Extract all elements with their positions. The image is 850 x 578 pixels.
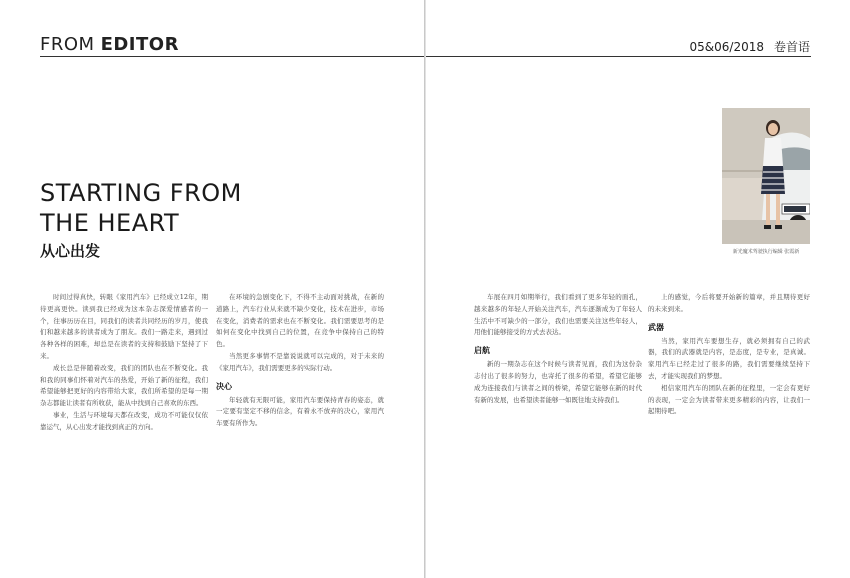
paragraph: 时间过得真快，转眼《家用汽车》已经成立12年，期待更高更快。读到我已经成为这本杂志深爱情感者的一个，往事历历在目，同我们的读者共同经历的岁月，使我们和越来越多的读者成为了朋友。我们一路走来，遇到过各种各样的困难，却总是在读者的支持和鼓励下坚持了下来。	[40, 293, 208, 360]
paragraph: 事业，生活与环境每天都在改变，成功不可能仅仅依靠运气，从心出发才能找到真正的方向。	[40, 410, 208, 431]
paragraph: 在环境的急剧变化下，不得不主动面对挑战，在新的道路上，汽车行业从来就不缺少变化，技术在进步，市场在变化，消费者的需求也在不断变化。我们需要思考的是如何在变化中找到自己的位置，在竞争中保持自己的特色。	[216, 293, 384, 349]
subheading-weapon: 武器	[648, 322, 664, 332]
english-title-line-2: THE HEART	[40, 209, 180, 237]
article-column-2	[216, 292, 384, 430]
article-column-4	[648, 292, 810, 418]
chinese-title: 从心出发	[40, 242, 101, 260]
left-page	[0, 0, 424, 578]
paragraph: 当然，家用汽车要想生存，就必须拥有自己的武器，我们的武器就是内容，是态度，是专业，是真诚。家用汽车已经走过了很多的路，我们需要继续坚持下去，才能实现我们的梦想。	[648, 336, 810, 380]
paragraph: 成长总是伴随着改变，我们的团队也在不断变化。我和我的同事们怀着对汽车的热爱，开始了新的征程，我们希望能够把更好的内容带给大家，我们所希望的是每一期杂志都能让读者有所收获，能从中找到自己喜欢的东西。	[40, 363, 208, 408]
editor-photo-illustration	[722, 108, 810, 244]
paragraph: 车展在四月如期举行，我们看到了更多年轻的面孔，越来越多的年轻人开始关注汽车，汽车逐渐成为了年轻人生活中不可缺少的一部分，我们也需要关注这些年轻人，用他们能够接受的方式去表达。	[474, 293, 642, 337]
issue-header	[690, 38, 811, 55]
english-title	[40, 178, 242, 238]
right-page	[426, 0, 850, 578]
subheading-resolve: 决心	[216, 381, 232, 391]
header-editor: EDITOR	[100, 34, 179, 55]
article-column-1	[40, 292, 208, 434]
issue-date: 05&06/2018	[689, 40, 764, 54]
section-name: 卷首语	[773, 40, 810, 54]
header-rule	[40, 56, 424, 57]
editor-photo	[722, 108, 810, 244]
header-rule	[426, 56, 811, 57]
paragraph: 当然更多事情不是靠说说就可以完成的，对于未来的《家用汽车》，我们需要更多的实际行动。	[216, 351, 384, 372]
paragraph: 上的感觉，今后将要开始新的篇章，并且期待更好的未来到来。	[648, 293, 810, 313]
english-title-line-1: STARTING FROM	[40, 179, 242, 207]
section-header	[40, 34, 179, 55]
subheading-setting-sail: 启航	[474, 346, 490, 356]
paragraph: 相信家用汽车的团队在新的征程里，一定会有更好的表现，一定会为读者带来更多精彩的内容，让我们一起期待吧。	[648, 383, 810, 416]
article-column-3	[474, 292, 642, 406]
header-from: FROM	[40, 34, 95, 55]
photo-caption: 新光魔术驾驶执行编辑 张霞新	[732, 249, 800, 255]
paragraph: 新的一期杂志在这个时候与读者见面，我们为这份杂志付出了很多的努力，也寄托了很多的希望，希望它能够成为连接我们与读者之间的桥梁，希望它能够在新的时代有新的发展，也希望读者能够一如既往地支持我们。	[474, 360, 642, 404]
paragraph: 年轻就有无限可能，家用汽车要保持青春的姿态，就一定要有坚定不移的信念，有着永不放弃的决心，家用汽车要有所作为。	[216, 395, 384, 428]
